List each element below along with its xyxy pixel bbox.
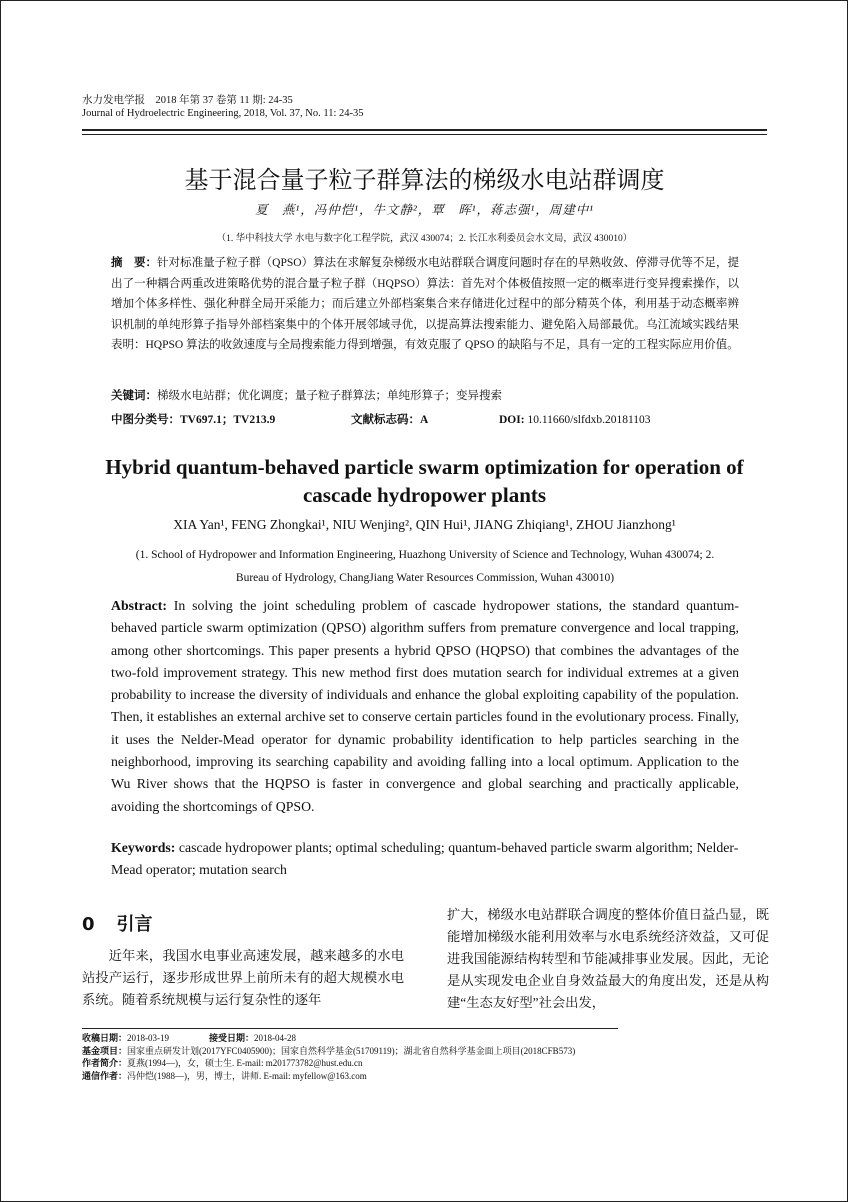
keywords-zh-label: 关键词： <box>111 390 157 402</box>
section-number: 0 <box>82 914 95 935</box>
clc-code <box>111 411 275 429</box>
title-zh: 基于混合量子粒子群算法的梯级水电站群调度 <box>184 166 665 194</box>
document-code <box>351 411 428 429</box>
corr-text: 冯仲恺(1988—)，男，博士，讲师. E-mail: myfellow@163.com <box>127 1070 367 1081</box>
received-label: 收稿日期： <box>82 1033 128 1043</box>
abstract-zh-text: 针对标准量子粒子群（QPSO）算法在求解复杂梯级水电站群联合调度问题时存在的早熟收敛、停滞寻优等不足，提出了一种耦合两重改进策略优势的混合量子粒子群（HQPSO）算法：首先对个体极值按照一定的概率进行变异搜索操作，以增加个体多样性、强化种群全局开采能力；而后建立外部档案集合来存储进化过程中的部分精英个体，利用基于动态概率辨识机制的单纯形算子指导外部档案集中的个体开展邻域寻优，以提高算法搜索能力、避免陷入局部最优。乌江流域实践结果表明：HQPSO 算法的收敛速度与全局搜索能力得到增强，有效克服了 QPSO 的缺陷与不足，具有一定的工程实际应用价值。 <box>111 257 739 352</box>
journal-header-zh: 水力发电学报 2018 年第 37 卷第 11 期: 24-35 <box>82 95 293 106</box>
authors-zh: 夏 燕¹，冯仲恺¹，牛文静²，覃 晖¹，蒋志强¹，周建中¹ <box>255 203 594 217</box>
body-column-right <box>447 904 769 1014</box>
footnote-fund <box>82 1045 782 1058</box>
footnote-author <box>82 1057 782 1070</box>
author-text: 夏燕(1994—)，女，硕士生. E-mail: m201773782@hust.edu.cn <box>127 1058 363 1068</box>
author-label: 作者简介： <box>82 1058 128 1068</box>
header-rule-thin <box>82 134 767 135</box>
keywords-en <box>111 837 739 882</box>
accepted-label: 接受日期： <box>209 1033 255 1043</box>
section-heading <box>82 910 153 936</box>
keywords-en-text: cascade hydropower plants; optimal scheduling; quantum-behaved particle swarm algorithm; Nelder-Mead operator; mutation search <box>111 840 739 878</box>
keywords-zh <box>111 386 739 406</box>
body-paragraph-right: 扩大，梯级水电站群联合调度的整体价值日益凸显，既能增加梯级水能利用效率与水电系统经济效益，又可促进我国能源结构转型和节能减排事业发展。因此，无论是从实现发电企业自身效益最大的角度出发，还是从构建“生态友好型”社会出发， <box>447 907 769 1010</box>
received-date: 2018-03-19 <box>127 1033 170 1043</box>
footnote-rule <box>82 1028 618 1029</box>
body-paragraph-left: 近年来，我国水电事业高速发展，越来越多的水电站投产运行，逐步形成世界上前所未有的超大规模水电系统。随着系统规模与运行复杂性的逐年 <box>82 948 404 1007</box>
title-en: Hybrid quantum-behaved particle swarm optimization for operation of cascade hydropower plants <box>105 455 744 507</box>
fund-text: 国家重点研发计划(2017YFC0405900)；国家自然科学基金(51709119)；湖北省自然科学基金面上项目(2018CFB573) <box>127 1045 576 1056</box>
journal-header <box>82 94 364 120</box>
clc-label: 中图分类号： <box>111 414 180 426</box>
abstract-en-label: Abstract: <box>111 598 167 613</box>
footnotes <box>82 1032 782 1082</box>
journal-header-en: Journal of Hydroelectric Engineering, 2018, Vol. 37, No. 11: 24-35 <box>82 108 364 119</box>
keywords-en-label: Keywords: <box>111 840 176 855</box>
clc-value: TV697.1；TV213.9 <box>180 414 276 426</box>
abstract-en-text: In solving the joint scheduling problem of cascade hydropower stations, the standard quantum-behaved particle swarm optimization (QPSO) algorithm suffers from premature convergence and local trapping, among other shortcomings. This paper presents a hybrid QPSO (HQPSO) that combines the advantages of the two-fold improvement strategy. This new method first does mutation search for individual extremes at a given probability to increase the diversity of individuals and enhance the global exploiting capability of the population. Then, it establishes an external archive set to conserve certain particles found in the evolutionary process. Finally, it uses the Nelder-Mead operator for dynamic probability identification to help particles searching in the neighborhood, improving its searching capability and avoiding falling into a local optimum. Application to the Wu River shows that the HQPSO is faster in convergence and global searching and practically applicable, avoiding the shortcomings of QPSO. <box>111 598 739 814</box>
abstract-zh-label: 摘 要： <box>111 257 158 269</box>
affiliation-zh: （1. 华中科技大学 水电与数字化工程学院，武汉 430074；2. 长江水利委员会水文局，武汉 430010） <box>216 234 633 244</box>
footnote-dates <box>82 1032 782 1045</box>
affiliation-en: (1. School of Hydropower and Information Engineering, Huazhong University of Science and Technology, Wuhan 430074; 2. Bureau of Hydrology, ChangJiang Water Resources Commission, Wuhan 430010) <box>135 549 715 584</box>
header-rule-thick <box>82 129 767 131</box>
fund-label: 基金项目： <box>82 1045 128 1056</box>
doc-value: A <box>420 414 429 426</box>
authors-en: XIA Yan¹, FENG Zhongkai¹, NIU Wenjing², QIN Hui¹, JIANG Zhiqiang¹, ZHOU Jianzhong¹ <box>173 517 676 532</box>
section-title: 引言 <box>116 914 153 935</box>
abstract-en <box>111 595 739 818</box>
body-column-left <box>82 945 404 1011</box>
doi-label: DOI: <box>499 414 525 426</box>
doi <box>499 411 651 429</box>
doi-value: 10.11660/slfdxb.20181103 <box>527 414 651 426</box>
doc-label: 文献标志码： <box>351 414 420 426</box>
keywords-zh-text: 梯级水电站群；优化调度；量子粒子群算法；单纯形算子；变异搜索 <box>157 390 502 402</box>
accepted-date: 2018-04-28 <box>254 1033 297 1043</box>
corr-label: 通信作者： <box>82 1070 128 1081</box>
footnote-corresponding <box>82 1070 782 1083</box>
abstract-zh <box>111 253 739 356</box>
